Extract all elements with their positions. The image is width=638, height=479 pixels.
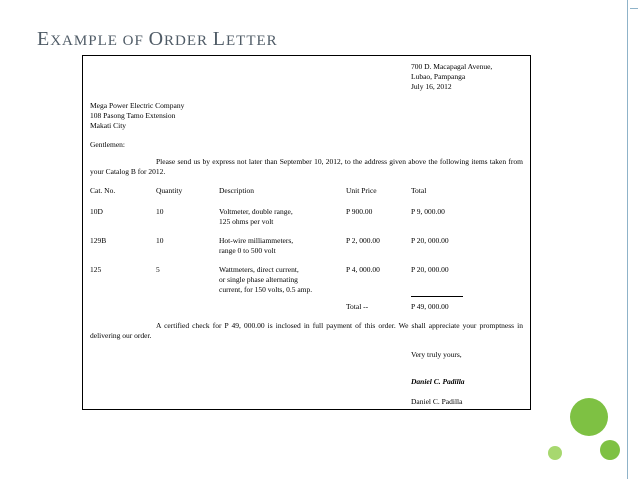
cell-total: P 20, 000.00 xyxy=(411,236,449,245)
sender-address xyxy=(411,62,492,92)
cell-cat-no: 125 xyxy=(90,265,102,274)
table-row xyxy=(90,236,525,256)
cell-total: P 20, 000.00 xyxy=(411,265,449,274)
table-row xyxy=(90,207,525,227)
title-part: RDER xyxy=(164,33,213,49)
table-header-row xyxy=(90,186,525,206)
decorative-green-circle xyxy=(600,440,620,460)
slide-horizontal-rule xyxy=(630,8,638,9)
recipient-line: 108 Pasong Tamo Extension xyxy=(90,111,176,120)
total-value: P 49, 000.00 xyxy=(411,302,449,311)
cell-quantity: 10 xyxy=(156,236,164,245)
cell-unit-price: P 2, 000.00 xyxy=(346,236,380,245)
decorative-green-circle xyxy=(548,446,562,460)
order-letter xyxy=(82,55,531,410)
body-paragraph-1: Please send us by express not later than September 10, 2012, to the address given above the following items taken from your Catalog B for 2012. xyxy=(90,157,523,176)
header-total: Total xyxy=(411,186,427,195)
slide-title xyxy=(37,28,278,51)
cell-unit-price: P 4, 000.00 xyxy=(346,265,380,274)
total-underline xyxy=(411,296,463,297)
header-description: Description xyxy=(219,186,254,195)
slide-vertical-rule xyxy=(627,0,628,479)
address-line: Lubao, Pampanga xyxy=(411,72,466,81)
header-cat-no: Cat. No. xyxy=(90,186,116,195)
description-line: current, for 150 volts, 0.5 amp. xyxy=(219,285,313,294)
header-unit-price: Unit Price xyxy=(346,186,377,195)
recipient-line: Makati City xyxy=(90,121,127,130)
cell-cat-no: 129B xyxy=(90,236,107,245)
description-line: Hot-wire milliammeters, xyxy=(219,236,294,245)
cell-quantity: 10 xyxy=(156,207,164,216)
cell-description xyxy=(219,207,293,227)
title-part: E xyxy=(37,28,51,50)
description-line: Wattmeters, direct current, xyxy=(219,265,299,274)
title-part: ETTER xyxy=(226,33,278,49)
printed-name: Daniel C. Padilla xyxy=(411,397,463,406)
signature: Daniel C. Padilla xyxy=(411,377,465,386)
cell-quantity: 5 xyxy=(156,265,160,274)
body-paragraph-2: A certified check for P 49, 000.00 is inclosed in full payment of this order. We shall appreciate your promptness in delivering our order. xyxy=(90,321,523,340)
title-part: XAMPLE OF xyxy=(50,33,149,49)
cell-total: P 9, 000.00 xyxy=(411,207,445,216)
cell-description xyxy=(219,265,312,295)
salutation: Gentlemen: xyxy=(90,140,125,149)
decorative-green-circle xyxy=(570,398,608,436)
description-line: Voltmeter, double range, xyxy=(219,207,293,216)
header-quantity: Quantity xyxy=(156,186,183,195)
total-label: Total -- xyxy=(346,302,369,311)
letter-date: July 16, 2012 xyxy=(411,82,452,91)
closing: Very truly yours, xyxy=(411,350,462,359)
title-part: L xyxy=(212,28,227,50)
description-line: 125 ohms per volt xyxy=(219,217,274,226)
title-part: O xyxy=(148,28,165,50)
table-row xyxy=(90,265,525,297)
recipient-address xyxy=(90,101,184,131)
total-row xyxy=(90,302,525,322)
address-line: 700 D. Macapagal Avenue, xyxy=(411,62,493,71)
cell-unit-price: P 900.00 xyxy=(346,207,373,216)
cell-cat-no: 10D xyxy=(90,207,103,216)
recipient-line: Mega Power Electric Company xyxy=(90,101,185,110)
description-line: or single phase alternating xyxy=(219,275,298,284)
description-line: range 0 to 500 volt xyxy=(219,246,276,255)
cell-description xyxy=(219,236,293,256)
